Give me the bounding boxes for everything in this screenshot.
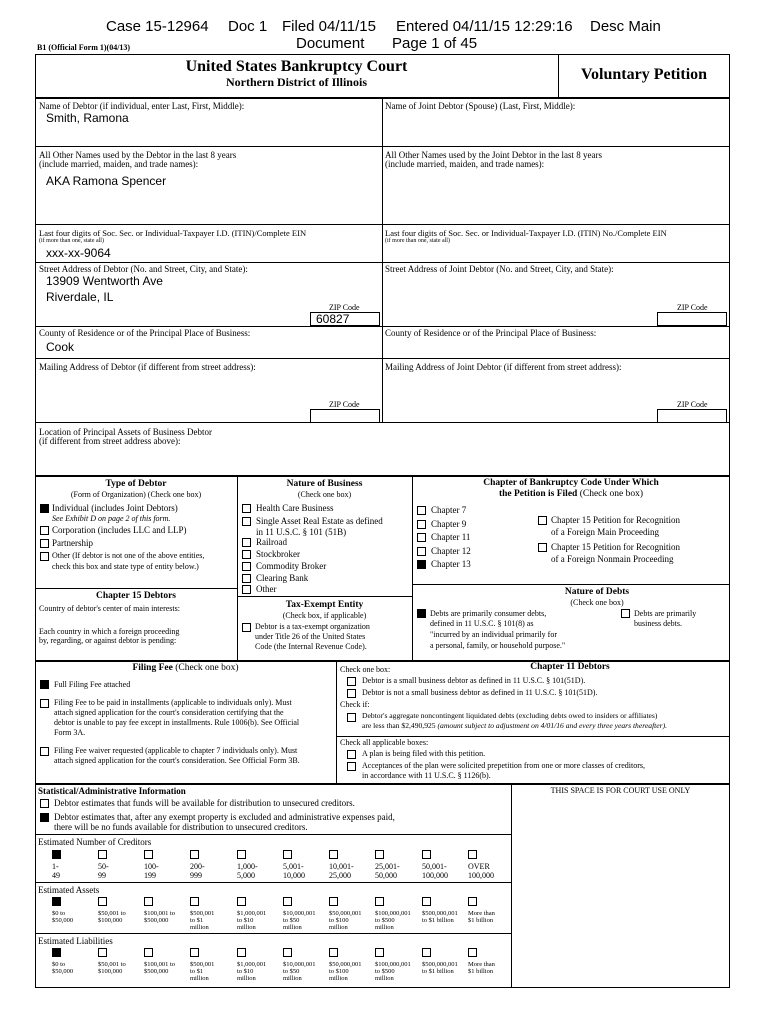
liabilities-option-l2: $500,000 xyxy=(144,968,169,975)
debtor-name-label: Name of Debtor (if individual, enter Last, First, Middle): xyxy=(39,101,245,111)
liabilities-checkbox[interactable] xyxy=(375,948,384,957)
assets-option-l1: $50,001 to xyxy=(98,910,126,917)
ch11-agg-2-wrap xyxy=(362,722,667,731)
liabilities-option-l1: $500,001 xyxy=(190,961,215,968)
liabilities-option-l1: $0 to xyxy=(52,961,66,968)
chapter15-nonmain-checkbox[interactable] xyxy=(538,543,547,552)
assets-option-l3: million xyxy=(237,924,256,931)
other-entity-note: check this box and state type of entity below.) xyxy=(52,562,199,571)
nature-business-label: Single Asset Real Estate as defined xyxy=(256,516,383,526)
liabilities-option-l3: million xyxy=(190,975,209,982)
creditors-checkbox[interactable] xyxy=(52,850,61,859)
creditors-option-l1: 10,001- xyxy=(329,862,354,871)
single-asset-cont: in 11 U.S.C. § 101 (51B) xyxy=(256,527,347,537)
assets-option-l2: to $1 xyxy=(190,917,204,924)
other-names-label-1: All Other Names used by the Debtor in the last 8 years xyxy=(39,150,237,160)
nature-business-label: Other xyxy=(256,584,277,594)
chapter15-title: Chapter 15 Debtors xyxy=(95,591,177,601)
chapter-title-2b: (Check one box) xyxy=(579,489,644,499)
consumer-3: "incurred by an individual primarily for xyxy=(430,630,558,639)
liabilities-option-l2: to $50 xyxy=(283,968,300,975)
not-small-business-checkbox[interactable] xyxy=(347,689,356,698)
inst-1: Filing Fee to be paid in installments (applicable to individuals only). Must xyxy=(54,698,292,707)
liabilities-option-l2: $100,000 xyxy=(98,968,123,975)
tax-exempt-title: Tax-Exempt Entity xyxy=(285,600,364,610)
assets-option-l1: $500,001 xyxy=(190,910,215,917)
assets-checkbox[interactable] xyxy=(144,897,153,906)
liabilities-option-l1: $50,001 to xyxy=(98,961,126,968)
location-label-2: (if different from street address above): xyxy=(39,436,181,446)
ch11-title: Chapter 11 Debtors xyxy=(530,662,610,672)
assets-option-l2: $1 billion xyxy=(468,917,494,924)
ch11-check-if: Check if: xyxy=(340,700,370,709)
mailing-zip-box xyxy=(310,409,380,423)
nature-debts-title: Nature of Debts xyxy=(564,587,630,597)
filed-date: Filed 04/11/15 xyxy=(282,18,376,35)
debtor-street: 13909 Wentworth Ave xyxy=(46,274,163,288)
ch11-accept-2: in accordance with 11 U.S.C. § 1126(b). xyxy=(362,771,491,780)
full-fee-checkbox[interactable] xyxy=(40,680,49,689)
funds-available-checkbox[interactable] xyxy=(40,799,49,808)
ssn-label: Last four digits of Soc. Sec. or Individual-Taxpayer I.D. (ITIN)/Complete EIN xyxy=(39,228,307,238)
tax-exempt-line-2: under Title 26 of the United States xyxy=(255,632,366,641)
type-debtor-checkbox[interactable] xyxy=(40,539,49,548)
assets-checkbox[interactable] xyxy=(98,897,107,906)
ch11-accept-1: Acceptances of the plan were solicited prepetition from one or more classes of creditors, xyxy=(362,761,646,770)
creditors-checkbox[interactable] xyxy=(144,850,153,859)
desc-main: Desc Main xyxy=(590,18,661,35)
assets-option-l2: to $1 billion xyxy=(422,917,454,924)
creditors-option-l1: OVER xyxy=(468,862,490,871)
type-debtor-subtitle: (Form of Organization) (Check one box) xyxy=(70,490,202,499)
joint-zip-label: ZIP Code xyxy=(677,303,708,312)
creditors-option-l2: 199 xyxy=(144,871,156,880)
assets-option-l1: $10,000,001 xyxy=(283,910,316,917)
assets-option-l1: $100,001 to xyxy=(144,910,176,917)
liabilities-option-l2: $1 billion xyxy=(468,968,494,975)
creditors-option-l1: 100- xyxy=(144,862,159,871)
consumer-debts-checkbox[interactable] xyxy=(417,609,426,618)
liabilities-option-l2: to $1 xyxy=(190,968,204,975)
assets-option-l1: $0 to xyxy=(52,910,66,917)
creditors-option-l2: 49 xyxy=(52,871,60,880)
assets-option-l1: $500,000,001 xyxy=(422,910,458,917)
court-use: THIS SPACE IS FOR COURT USE ONLY xyxy=(550,786,691,795)
nature-business-label: Health Care Business xyxy=(256,503,334,513)
ch11-check-one: Check one box: xyxy=(340,665,391,674)
creditors-option-l1: 25,001- xyxy=(375,862,400,871)
assets-option-l1: More than xyxy=(468,910,495,917)
creditors-checkbox[interactable] xyxy=(98,850,107,859)
assets-option-l2: to $500 xyxy=(375,917,395,924)
assets-title: Estimated Assets xyxy=(38,885,100,895)
ch11-agg-2b: (amount subject to adjustment on 4/01/16 and every three years thereafter). xyxy=(437,721,668,730)
liabilities-option-l2: to $1 billion xyxy=(422,968,454,975)
case-number: Case 15-12964 xyxy=(106,18,209,35)
creditors-option-l1: 5,001- xyxy=(283,862,304,871)
chapter-checkbox[interactable] xyxy=(417,560,426,569)
joint-address-label: Street Address of Joint Debtor (No. and Street, City, and State): xyxy=(385,264,614,274)
liabilities-checkbox[interactable] xyxy=(190,948,199,957)
tax-exempt-line-3: Code (the Internal Revenue Code). xyxy=(255,642,367,651)
joint-mailing-label: Mailing Address of Joint Debtor (if different from street address): xyxy=(385,362,622,372)
chapter15-main-checkbox[interactable] xyxy=(538,516,547,525)
nature-business-label: Stockbroker xyxy=(256,549,300,559)
doc-number: Doc 1 xyxy=(228,18,268,35)
stat-title: Statistical/Administrative Information xyxy=(38,786,186,796)
business-1: Debts are primarily xyxy=(634,609,697,618)
chapter-label: Chapter 7 xyxy=(431,505,467,515)
page-count: Page 1 of 45 xyxy=(392,35,478,52)
chapter-title-2-wrap xyxy=(412,489,730,500)
nature-business-label: Clearing Bank xyxy=(256,573,309,583)
installment-fee-checkbox[interactable] xyxy=(40,699,49,708)
nature-business-checkbox[interactable] xyxy=(242,517,251,526)
joint-ssn-note: (if more than one, state all) xyxy=(385,238,450,244)
debtor-city: Riverdale, IL xyxy=(46,290,114,304)
assets-option-l3: million xyxy=(190,924,209,931)
chapter-label: Chapter 12 xyxy=(431,545,471,556)
creditors-option-l2: 50,000 xyxy=(375,871,397,880)
type-debtor-label: Other (If debtor is not one of the above entities, xyxy=(52,551,205,560)
location-label-1: Location of Principal Assets of Business Debtor xyxy=(39,427,212,437)
assets-checkbox[interactable] xyxy=(190,897,199,906)
ch11-not-small: Debtor is not a small business debtor as defined in 11 U.S.C. § 101(51D). xyxy=(362,688,598,697)
consumer-2: defined in 11 U.S.C. § 101(8) as xyxy=(430,619,534,628)
liabilities-option-l2: $50,000 xyxy=(52,968,74,975)
creditors-option-l1: 50,001- xyxy=(422,862,447,871)
chapter-checkbox[interactable] xyxy=(417,520,426,529)
chapter-label: Chapter 9 xyxy=(431,518,467,529)
chapter-checkbox[interactable] xyxy=(417,506,426,515)
assets-checkbox[interactable] xyxy=(468,897,477,906)
tax-exempt-checkbox[interactable] xyxy=(242,623,251,632)
consumer-1: Debts are primarily consumer debts, xyxy=(430,609,547,618)
debtor-county: Cook xyxy=(46,340,75,354)
joint-mailing-zip-box xyxy=(657,409,727,423)
tax-exempt-subtitle: (Check box, if applicable) xyxy=(282,611,367,620)
nature-business-checkbox[interactable] xyxy=(242,585,251,594)
business-2: business debts. xyxy=(634,619,682,628)
joint-county-label: County of Residence or of the Principal Place of Business: xyxy=(385,328,597,338)
chapter15-country-label: Country of debtor's center of main interests: xyxy=(39,604,180,613)
assets-checkbox[interactable] xyxy=(422,897,431,906)
court-title: United States Bankruptcy Court xyxy=(185,58,408,75)
ch11-agg-1: Debtor's aggregate noncontingent liquidated debts (excluding debts owed to insiders or affiliates) xyxy=(362,711,658,720)
liabilities-option-l1: More than xyxy=(468,961,495,968)
liabilities-title: Estimated Liabilities xyxy=(38,936,113,946)
creditors-option-l2: 25,000 xyxy=(329,871,351,880)
liabilities-option-l1: $500,000,001 xyxy=(422,961,458,968)
entered-date: Entered 04/11/15 12:29:16 xyxy=(396,18,573,35)
liabilities-option-l2: to $100 xyxy=(329,968,349,975)
creditors-option-l1: 1,000- xyxy=(237,862,258,871)
chapter-label: Chapter 13 xyxy=(431,559,471,569)
liabilities-option-l3: million xyxy=(283,975,302,982)
creditors-option-l2: 999 xyxy=(190,871,202,880)
nature-business-checkbox[interactable] xyxy=(242,562,251,571)
liabilities-checkbox[interactable] xyxy=(98,948,107,957)
ch11-check-all: Check all applicable boxes: xyxy=(340,738,429,747)
creditors-option-l2: 100,000 xyxy=(422,871,448,880)
chapter-title-2: the Petition is Filed xyxy=(498,489,578,499)
debtor-other-names: AKA Ramona Spencer xyxy=(46,174,167,188)
assets-option-l2: $100,000 xyxy=(98,917,123,924)
nature-debts-subtitle: (Check one box) xyxy=(570,598,624,607)
chapter-label: Chapter 11 xyxy=(431,532,471,542)
assets-option-l1: $1,000,001 xyxy=(237,910,267,917)
liabilities-checkbox[interactable] xyxy=(52,948,61,957)
nature-business-label: Commodity Broker xyxy=(256,561,327,571)
joint-zip-box xyxy=(657,312,727,326)
ch11-agg-2a: are less than $2,490,925 xyxy=(362,721,436,730)
chapter15-each-1: Each country in which a foreign proceeding xyxy=(39,627,180,636)
rec-non-1: Chapter 15 Petition for Recognition xyxy=(551,542,680,552)
filing-fee-title-note: (Check one box) xyxy=(175,663,239,673)
rec-non-2: of a Foreign Nonmain Proceeding xyxy=(551,554,674,564)
liabilities-option-l3: million xyxy=(375,975,394,982)
liabilities-option-l1: $1,000,001 xyxy=(237,961,267,968)
liabilities-checkbox[interactable] xyxy=(237,948,246,957)
nature-business-label: Railroad xyxy=(256,537,287,547)
joint-other-names-label-1: All Other Names used by the Joint Debtor in the last 8 years xyxy=(385,150,602,160)
assets-checkbox[interactable] xyxy=(52,897,61,906)
creditors-option-l1: 200- xyxy=(190,862,205,871)
chapter15-each-2: by, regarding, or against debtor is pending: xyxy=(39,636,177,645)
document-label: Document xyxy=(296,35,365,52)
liabilities-checkbox[interactable] xyxy=(422,948,431,957)
assets-checkbox[interactable] xyxy=(375,897,384,906)
stat-funds: Debtor estimates that funds will be available for distribution to unsecured creditors. xyxy=(54,798,355,808)
type-debtor-label: Corporation (includes LLC and LLP) xyxy=(52,525,187,535)
liabilities-option-l1: $100,001 to xyxy=(144,961,176,968)
address-label: Street Address of Debtor (No. and Street, City, and State): xyxy=(39,264,248,274)
creditors-checkbox[interactable] xyxy=(237,850,246,859)
liabilities-option-l2: to $10 xyxy=(237,968,254,975)
other-names-label-2: (include married, maiden, and trade names): xyxy=(39,159,199,169)
waiv-1: Filing Fee waiver requested (applicable to chapter 7 individuals only). Must xyxy=(54,746,298,755)
mailing-label: Mailing Address of Debtor (if different from street address): xyxy=(39,362,256,372)
assets-option-l3: million xyxy=(375,924,394,931)
exhibit-note: See Exhibit D on page 2 of this form. xyxy=(52,514,171,523)
type-debtor-checkbox[interactable] xyxy=(40,504,49,513)
nature-business-checkbox[interactable] xyxy=(242,550,251,559)
creditors-checkbox[interactable] xyxy=(468,850,477,859)
stat-nofunds-2: there will be no funds available for distribution to unsecured creditors. xyxy=(54,822,308,832)
assets-option-l3: million xyxy=(283,924,302,931)
tax-exempt-line-1: Debtor is a tax-exempt organization xyxy=(255,622,370,631)
chapter-title-1: Chapter of Bankruptcy Code Under Which xyxy=(483,478,659,488)
debtor-ssn: xxx-xx-9064 xyxy=(46,246,111,260)
ch11-plan: A plan is being filed with this petition. xyxy=(362,749,486,758)
assets-checkbox[interactable] xyxy=(237,897,246,906)
county-label: County of Residence or of the Principal Place of Business: xyxy=(39,328,251,338)
liabilities-option-l3: million xyxy=(237,975,256,982)
liabilities-option-l2: to $500 xyxy=(375,968,395,975)
liabilities-checkbox[interactable] xyxy=(144,948,153,957)
aggregate-debts-checkbox[interactable] xyxy=(347,713,356,722)
joint-mailing-zip-label: ZIP Code xyxy=(677,400,708,409)
type-debtor-checkbox[interactable] xyxy=(40,526,49,535)
petition-type: Voluntary Petition xyxy=(580,66,708,83)
liabilities-option-l1: $100,000,001 xyxy=(375,961,411,968)
acceptances-checkbox[interactable] xyxy=(347,762,356,771)
assets-checkbox[interactable] xyxy=(329,897,338,906)
creditors-checkbox[interactable] xyxy=(422,850,431,859)
inst-2: attach signed application for the court's consideration certifying that the xyxy=(54,708,284,717)
filing-fee-title-wrap xyxy=(35,663,336,674)
creditors-option-l2: 100,000 xyxy=(468,871,494,880)
joint-name-label: Name of Joint Debtor (Spouse) (Last, First, Middle): xyxy=(385,101,576,111)
assets-option-l2: to $50 xyxy=(283,917,300,924)
creditors-checkbox[interactable] xyxy=(329,850,338,859)
court-district: Northern District of Illinois xyxy=(226,75,367,89)
type-debtor-checkbox[interactable] xyxy=(40,552,49,561)
liabilities-option-l1: $10,000,001 xyxy=(283,961,316,968)
form-id: B1 (Official Form 1)(04/13) xyxy=(37,43,131,52)
assets-option-l1: $100,000,001 xyxy=(375,910,411,917)
liabilities-option-l3: million xyxy=(329,975,348,982)
business-debts-checkbox[interactable] xyxy=(621,609,630,618)
creditors-checkbox[interactable] xyxy=(283,850,292,859)
creditors-title: Estimated Number of Creditors xyxy=(38,837,152,847)
filing-fee-title: Filing Fee xyxy=(132,663,173,673)
creditors-option-l2: 5,000 xyxy=(237,871,255,880)
creditors-option-l1: 50- xyxy=(98,862,109,871)
type-debtor-title: Type of Debtor xyxy=(105,479,167,489)
waiver-fee-checkbox[interactable] xyxy=(40,747,49,756)
nature-business-checkbox[interactable] xyxy=(242,574,251,583)
creditors-checkbox[interactable] xyxy=(375,850,384,859)
ch11-small: Debtor is a small business debtor as defined in 11 U.S.C. § 101(51D). xyxy=(362,676,586,685)
liabilities-option-l1: $50,000,001 xyxy=(329,961,362,968)
inst-3: debtor is unable to pay fee except in installments. Rule 1006(b). See Official xyxy=(54,718,300,727)
chapter-checkbox[interactable] xyxy=(417,547,426,556)
chapter-checkbox[interactable] xyxy=(417,533,426,542)
nature-business-checkbox[interactable] xyxy=(242,538,251,547)
debtor-zip: 60827 xyxy=(316,312,350,326)
assets-option-l2: to $100 xyxy=(329,917,349,924)
assets-checkbox[interactable] xyxy=(283,897,292,906)
assets-option-l1: $50,000,001 xyxy=(329,910,362,917)
nature-business-subtitle: (Check one box) xyxy=(297,490,352,499)
zip-label: ZIP Code xyxy=(329,303,360,312)
rec-main-1: Chapter 15 Petition for Recognition xyxy=(551,515,680,525)
waiv-2: attach signed application for the court's consideration. See Official Form 3B. xyxy=(54,756,300,765)
assets-option-l2: $500,000 xyxy=(144,917,169,924)
rec-main-2: of a Foreign Main Proceeding xyxy=(551,527,659,537)
no-funds-checkbox[interactable] xyxy=(40,813,49,822)
nature-business-checkbox[interactable] xyxy=(242,504,251,513)
liabilities-checkbox[interactable] xyxy=(329,948,338,957)
creditors-option-l1: 1- xyxy=(52,862,59,871)
ssn-note: (if more than one, state all) xyxy=(39,238,104,244)
type-debtor-label: Individual (includes Joint Debtors) xyxy=(52,503,178,513)
assets-option-l2: to $10 xyxy=(237,917,254,924)
debtor-name: Smith, Ramona xyxy=(46,111,129,125)
liabilities-checkbox[interactable] xyxy=(283,948,292,957)
joint-other-names-label-2: (include married, maiden, and trade names): xyxy=(385,159,545,169)
plan-filed-checkbox[interactable] xyxy=(347,750,356,759)
consumer-4: a personal, family, or household purpose." xyxy=(430,641,566,650)
creditors-option-l2: 10,000 xyxy=(283,871,305,880)
inst-4: Form 3A. xyxy=(54,728,86,737)
stat-nofunds-1: Debtor estimates that, after any exempt property is excluded and administrative expenses paid, xyxy=(54,812,395,822)
joint-ssn-label: Last four digits of Soc. Sec. or Individual-Taxpayer I.D. (ITIN) No./Complete EIN xyxy=(385,228,667,238)
small-business-checkbox[interactable] xyxy=(347,677,356,686)
liabilities-checkbox[interactable] xyxy=(468,948,477,957)
creditors-option-l2: 99 xyxy=(98,871,106,880)
mailing-zip-label: ZIP Code xyxy=(329,400,360,409)
nature-business-title: Nature of Business xyxy=(286,479,363,489)
type-debtor-label: Partnership xyxy=(52,538,93,548)
assets-option-l3: million xyxy=(329,924,348,931)
creditors-checkbox[interactable] xyxy=(190,850,199,859)
full-fee-label: Full Filing Fee attached xyxy=(54,680,131,689)
assets-option-l2: $50,000 xyxy=(52,917,74,924)
